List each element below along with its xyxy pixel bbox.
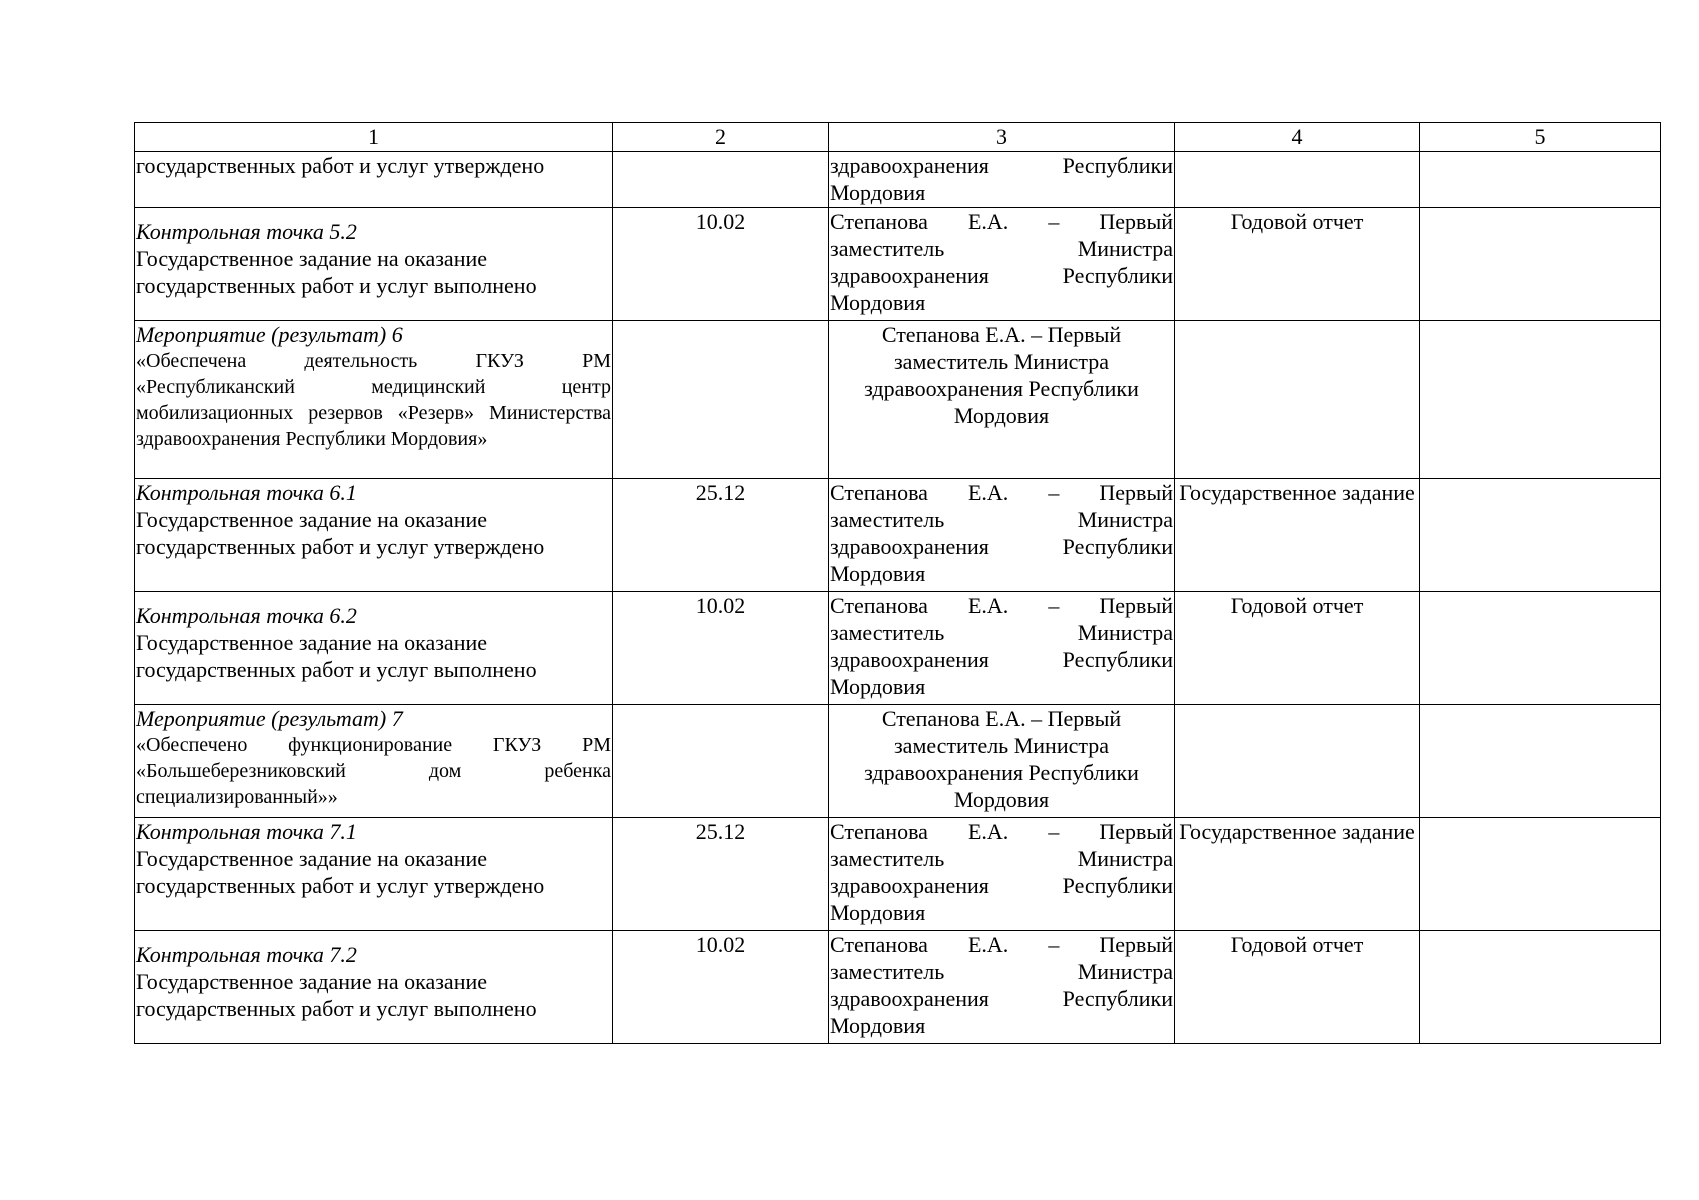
responsible-person: Степанова Е.А. – Первый заместитель Министра здравоохранения Республики Мордовия [830,593,1173,699]
column-number-2: 2 [613,123,829,152]
document-cell [1175,321,1420,479]
column-5-cell [1420,152,1661,208]
table-row [135,152,1661,208]
plan-table [134,122,1661,1044]
document-cell: Годовой отчет [1175,592,1420,705]
table-row [135,818,1661,931]
responsible-person: Степанова Е.А. – Первый заместитель Министра здравоохранения Республики Мордовия [830,932,1173,1038]
document-cell: Государственное задание [1175,818,1420,931]
event-cell [135,592,613,705]
column-number-5: 5 [1420,123,1661,152]
responsible-person: Степанова Е.А. – Первый заместитель Министра здравоохранения Республики Мордовия [830,209,1173,315]
column-5-cell [1420,321,1661,479]
deadline-cell: 25.12 [613,479,829,592]
responsible-person: здравоохранения Республики Мордовия [830,153,1173,205]
event-cell [135,321,613,479]
table-row [135,208,1661,321]
event-cell [135,931,613,1044]
responsible-cell [829,818,1175,931]
control-point-label: Контрольная точка 7.1 [136,819,357,844]
event-description: «Обеспечена деятельность ГКУЗ РМ «Республиканский медицинский центр мобилизационных резервов «Резерв» Министерства здравоохранения Республики Мордовия» [136,350,611,450]
control-point-label: Контрольная точка 5.2 [136,219,357,244]
deadline-cell: 10.02 [613,592,829,705]
measure-label: Мероприятие (результат) 7 [136,706,403,731]
event-description: Государственное задание на оказание государственных работ и услуг выполнено [136,246,537,298]
responsible-cell [829,321,1175,479]
event-description: Государственное задание на оказание государственных работ и услуг выполнено [136,630,537,682]
responsible-cell [829,705,1175,818]
deadline-cell: 25.12 [613,818,829,931]
responsible-person: Степанова Е.А. – Первый заместитель Министра здравоохранения Республики Мордовия [864,706,1139,812]
column-5-cell [1420,705,1661,818]
column-number-3: 3 [829,123,1175,152]
table-row [135,931,1661,1044]
event-cell [135,479,613,592]
deadline-cell [613,705,829,818]
column-number-1: 1 [135,123,613,152]
responsible-cell [829,931,1175,1044]
column-5-cell [1420,931,1661,1044]
responsible-cell [829,208,1175,321]
responsible-person: Степанова Е.А. – Первый заместитель Министра здравоохранения Республики Мордовия [830,480,1173,586]
responsible-cell [829,152,1175,208]
document-cell [1175,705,1420,818]
event-cell [135,818,613,931]
deadline-cell: 10.02 [613,931,829,1044]
event-cell [135,152,613,208]
column-5-cell [1420,208,1661,321]
document-cell: Годовой отчет [1175,208,1420,321]
deadline-cell: 10.02 [613,208,829,321]
table-row [135,592,1661,705]
deadline-cell [613,321,829,479]
event-description: Государственное задание на оказание государственных работ и услуг утверждено [136,846,545,898]
control-point-label: Контрольная точка 7.2 [136,942,357,967]
responsible-person: Степанова Е.А. – Первый заместитель Министра здравоохранения Республики Мордовия [830,819,1173,925]
event-description: Государственное задание на оказание государственных работ и услуг утверждено [136,507,545,559]
event-cell [135,705,613,818]
event-description: «Обеспечено функционирование ГКУЗ РМ «Большеберезниковский дом ребенка специализированный»» [136,734,611,808]
column-5-cell [1420,818,1661,931]
control-point-label: Контрольная точка 6.2 [136,603,357,628]
table-row [135,705,1661,818]
control-point-label: Контрольная точка 6.1 [136,480,357,505]
event-description: Государственное задание на оказание государственных работ и услуг выполнено [136,969,537,1021]
measure-label: Мероприятие (результат) 6 [136,322,403,347]
table-header-row [135,123,1661,152]
event-cell [135,208,613,321]
document-cell [1175,152,1420,208]
event-description: государственных работ и услуг утверждено [136,153,545,178]
column-5-cell [1420,479,1661,592]
responsible-cell [829,479,1175,592]
column-5-cell [1420,592,1661,705]
document-cell: Годовой отчет [1175,931,1420,1044]
deadline-cell [613,152,829,208]
table-row [135,321,1661,479]
column-number-4: 4 [1175,123,1420,152]
responsible-cell [829,592,1175,705]
responsible-person: Степанова Е.А. – Первый заместитель Министра здравоохранения Республики Мордовия [864,322,1139,428]
table-row [135,479,1661,592]
document-cell: Государственное задание [1175,479,1420,592]
